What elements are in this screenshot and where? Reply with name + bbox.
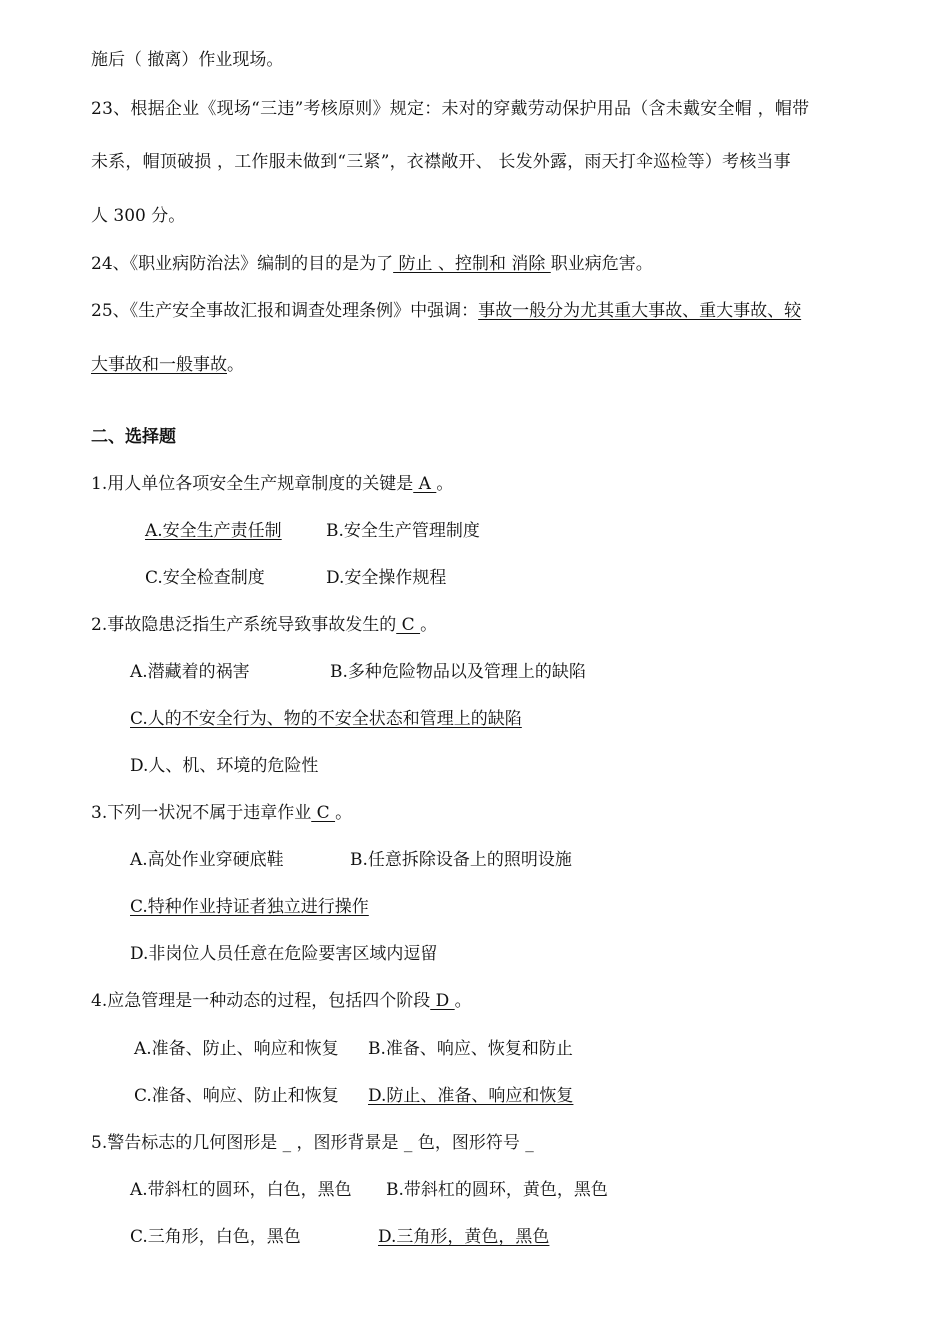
question-4-option-b: B.准备、响应、恢复和防止	[368, 1039, 573, 1059]
question-25-tail: 。	[227, 355, 244, 375]
question-25-line-1	[91, 299, 801, 323]
question-2-option-a: A.潜藏着的祸害	[130, 662, 250, 682]
question-23-line-1: 23、根据企业《现场“三违”考核原则》规定：未对的穿戴劳动保护用品（含未戴安全帽 ，帽带	[91, 99, 810, 119]
question-1-answer: A	[413, 474, 437, 494]
question-1-end: 。	[436, 474, 454, 494]
question-1-option-d: D.安全操作规程	[326, 568, 447, 588]
question-2-option-d: D.人、机、环境的危险性	[130, 756, 319, 776]
question-2-option-c: C.人的不安全行为、物的不安全状态和管理上的缺陷	[130, 709, 522, 729]
question-3-stem	[91, 801, 352, 825]
paragraph-line: 施后（ 撤离）作业现场。	[91, 50, 284, 70]
question-1-stem	[91, 472, 453, 496]
question-5-option-a: A.带斜杠的圆环，白色，黑色	[130, 1180, 352, 1200]
question-4-answer: D	[430, 991, 455, 1011]
question-1-option-c: C.安全检查制度	[145, 568, 265, 588]
question-25-answer-part-1: 事故一般分为尤其重大事故、重大事故、较	[478, 301, 802, 321]
question-4-option-a: A.准备、防止、响应和恢复	[134, 1039, 339, 1059]
question-1-text: 1.用人单位各项安全生产规章制度的关键是	[91, 474, 414, 494]
question-24-stem: 24、《职业病防治法》编制的目的是为了	[91, 254, 394, 274]
question-3-text: 3.下列一状况不属于违章作业	[91, 803, 312, 823]
question-1-option-b: B.安全生产管理制度	[326, 521, 480, 541]
question-5-option-d: D.三角形，黄色，黑色	[378, 1227, 550, 1247]
question-3-option-a: A.高处作业穿硬底鞋	[130, 850, 284, 870]
section-heading: 二、选择题	[91, 427, 176, 447]
question-4-end: 。	[454, 991, 472, 1011]
question-24-tail: 职业病危害。	[550, 254, 653, 274]
question-5-stem: 5.警告标志的几何图形是 _ ，图形背景是 _ 色，图形符号 _	[91, 1133, 534, 1153]
question-2-text: 2.事故隐患泛指生产系统导致事故发生的	[91, 615, 397, 635]
question-23-line-2: 未系，帽顶破损 ，工作服未做到“三紧”，衣襟敞开、 长发外露，雨天打伞巡检等）考核当事	[91, 152, 791, 172]
question-4-stem	[91, 989, 472, 1013]
question-5-option-c: C.三角形，白色，黑色	[130, 1227, 301, 1247]
question-2-answer: C	[396, 615, 421, 635]
question-25-stem: 25、《生产安全事故汇报和调查处理条例》中强调：	[91, 301, 479, 321]
question-3-option-b: B.任意拆除设备上的照明设施	[350, 850, 572, 870]
question-1-option-a: A.安全生产责任制	[145, 521, 282, 541]
question-3-end: 。	[335, 803, 353, 823]
question-2-end: 。	[420, 615, 438, 635]
question-24-answer: 防止 、控制和 消除	[393, 254, 551, 274]
question-23-line-3: 人 300 分。	[91, 206, 186, 226]
question-4-option-d: D.防止、准备、响应和恢复	[368, 1086, 574, 1106]
question-4-text: 4.应急管理是一种动态的过程，包括四个阶段	[91, 991, 431, 1011]
question-5-option-b: B.带斜杠的圆环，黄色，黑色	[386, 1180, 608, 1200]
question-4-option-c: C.准备、响应、防止和恢复	[134, 1086, 339, 1106]
question-2-option-b: B.多种危险物品以及管理上的缺陷	[330, 662, 586, 682]
question-25-line-2	[91, 353, 244, 377]
question-25-answer-part-2: 大事故和一般事故	[91, 355, 227, 375]
question-24	[91, 252, 653, 276]
question-3-answer: C	[311, 803, 336, 823]
question-2-stem	[91, 613, 437, 637]
question-3-option-c: C.特种作业持证者独立进行操作	[130, 897, 369, 917]
question-3-option-d: D.非岗位人员任意在危险要害区域内逗留	[130, 944, 438, 964]
